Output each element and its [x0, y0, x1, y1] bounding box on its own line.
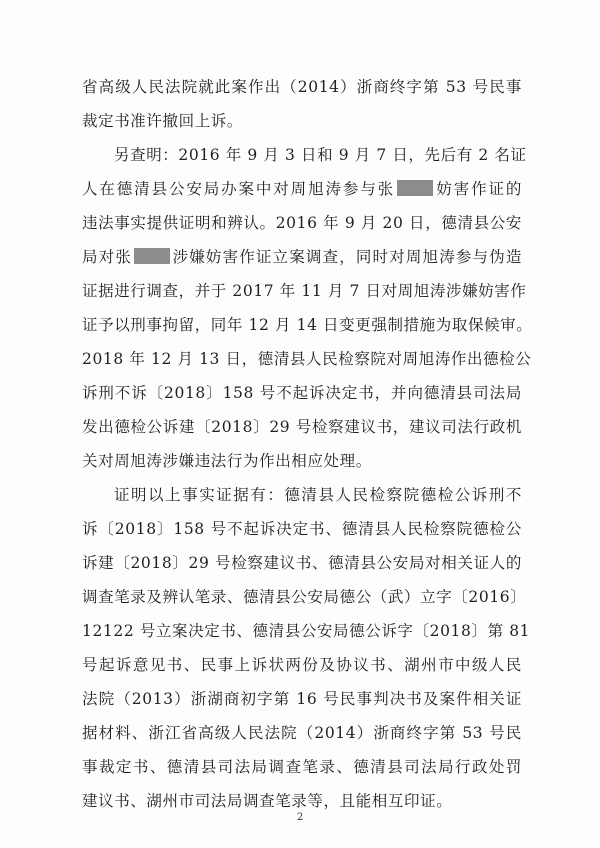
text-line: 2018 年 12 月 13 日，德清县人民检察院对周旭涛作出德检公 — [82, 350, 532, 368]
text-segment: 人在德清县公安局办案中对周旭涛参与张 — [82, 180, 396, 198]
text-line: 号起诉意见书、民事上诉状两份及协议书、湖州市中级人民 — [82, 656, 522, 674]
text-line — [82, 247, 522, 267]
text-line: 诉刑不诉〔2018〕158 号不起诉决定书，并向德清县司法局 — [82, 384, 522, 402]
text-line: 据材料、浙江省高级人民法院（2014）浙商终字第 53 号民 — [82, 724, 522, 742]
text-segment: 妨害作证的 — [435, 180, 522, 198]
page-number: 2 — [296, 812, 304, 823]
text-line: 发出德检公诉建〔2018〕29 号检察建议书，建议司法行政机 — [82, 418, 522, 436]
text-line — [82, 179, 522, 199]
paragraph-start-line: 证明以上事实证据有：德清县人民检察院德检公诉刑不 — [114, 486, 522, 504]
text-line: 诉建〔2018〕29 号检察建议书、德清县公安局对相关证人的 — [82, 554, 522, 572]
text-segment: 涉嫌妨害作证立案调查，同时对周旭涛参与伪造 — [172, 248, 522, 266]
text-line: 关对周旭涛涉嫌违法行为作出相应处理。 — [82, 452, 372, 470]
text-line: 事裁定书、德清县司法局调查笔录、德清县司法局行政处罚 — [82, 758, 522, 776]
text-line: 证予以刑事拘留，同年 12 月 14 日变更强制措施为取保候审。 — [82, 316, 533, 334]
text-line: 裁定书准许撤回上诉。 — [82, 112, 244, 130]
text-line: 建议书、湖州市司法局调查笔录等，且能相互印证。 — [82, 792, 453, 810]
text-line: 违法事实提供证明和辨认。2016 年 9 月 20 日，德清县公安 — [82, 214, 522, 232]
paragraph-start-line: 另查明：2016 年 9 月 3 日和 9 月 7 日，先后有 2 名证 — [114, 146, 527, 164]
text-line: 省高级人民法院就此案作出（2014）浙商终字第 53 号民事 — [82, 78, 522, 96]
redaction-block — [134, 248, 170, 264]
redaction-block — [397, 180, 433, 196]
text-line: 法院（2013）浙湖商初字第 16 号民事判决书及案件相关证 — [82, 690, 522, 708]
text-segment: 局对张 — [82, 248, 132, 266]
text-line: 调查笔录及辨认笔录、德清县公安局德公（武）立字〔2016〕 — [82, 588, 527, 606]
text-line: 诉〔2018〕158 号不起诉决定书、德清县人民检察院德检公 — [82, 520, 522, 538]
text-line: 12122 号立案决定书、德清县公安局德公诉字〔2018〕第 81 — [82, 622, 531, 640]
text-line: 证据进行调查，并于 2017 年 11 月 7 日对周旭涛涉嫌妨害作 — [82, 282, 527, 300]
